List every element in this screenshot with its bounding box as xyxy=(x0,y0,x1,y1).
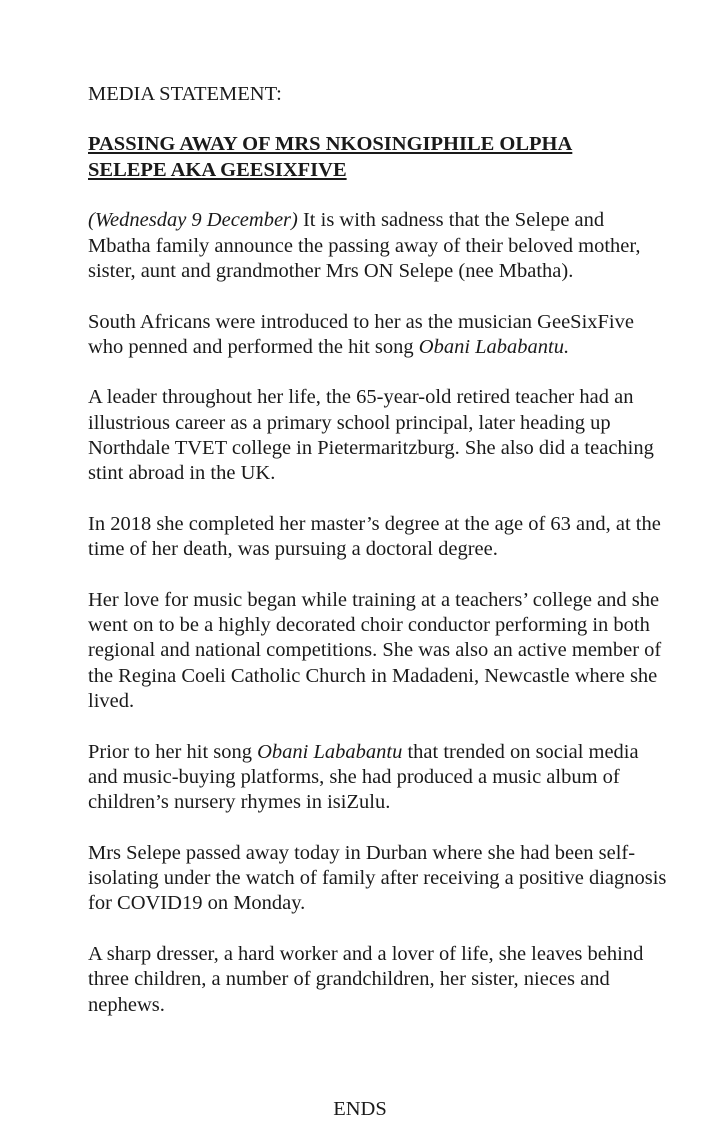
document-title-line-2: SELEPE AKA GEESIXFIVE xyxy=(88,158,347,181)
document-title-line-1: PASSING AWAY OF MRS NKOSINGIPHILE OLPHA xyxy=(88,133,573,156)
paragraph-survivors: A sharp dresser, a hard worker and a lover of life, she leaves behind three children, a number of grandchildren, her sister, nieces and nephews. xyxy=(88,943,644,1016)
introduction-text: South Africans were introduced to her as the musician GeeSixFive who penned and performed the hit song xyxy=(88,310,634,358)
paragraph-passing: Mrs Selepe passed away today in Durban where she had been self-isolating under the watch of family after receiving a positive diagnosis for COVID19 on Monday. xyxy=(88,841,667,915)
song-title-2: Obani Lababantu xyxy=(257,740,403,763)
statement-date: (Wednesday 9 December) xyxy=(88,209,298,232)
paragraph-career: A leader throughout her life, the 65-year-old retired teacher had an illustrious career as a primary school principal, later heading up Northdale TVET college in Pietermaritzburg. She also did a teaching stint abroad in the UK. xyxy=(88,386,654,485)
document-ends-marker: ENDS xyxy=(333,1098,387,1120)
media-statement-document xyxy=(88,82,668,1043)
paragraph-music: Her love for music began while training at a teachers’ college and she went on to be a highly decorated choir conductor performing in both regional and national competitions. She was also an active member of the Regina Coeli Catholic Church in Madadeni, Newcastle where she lived. xyxy=(88,588,662,713)
paragraph-education: In 2018 she completed her master’s degree at the age of 63 and, at the time of her death, was pursuing a doctoral degree. xyxy=(88,512,661,561)
paragraph-album xyxy=(88,740,668,816)
document-title xyxy=(88,132,668,183)
document-heading: MEDIA STATEMENT: xyxy=(88,83,282,105)
song-title: Obani Lababantu. xyxy=(418,335,570,358)
album-text-before: Prior to her hit song xyxy=(88,740,258,763)
announcement-text: It is with sadness that the Selepe and Mbatha family announce the passing away of their beloved mother, sister, aunt and grandmother Mrs ON Selepe (nee Mbatha). xyxy=(88,209,641,282)
album-text-after: that trended on social media and music-buying platforms, she had produced a music album of children’s nursery rhymes in isiZulu. xyxy=(88,740,639,814)
paragraph-introduction xyxy=(88,310,668,361)
paragraph-announcement xyxy=(88,208,668,284)
